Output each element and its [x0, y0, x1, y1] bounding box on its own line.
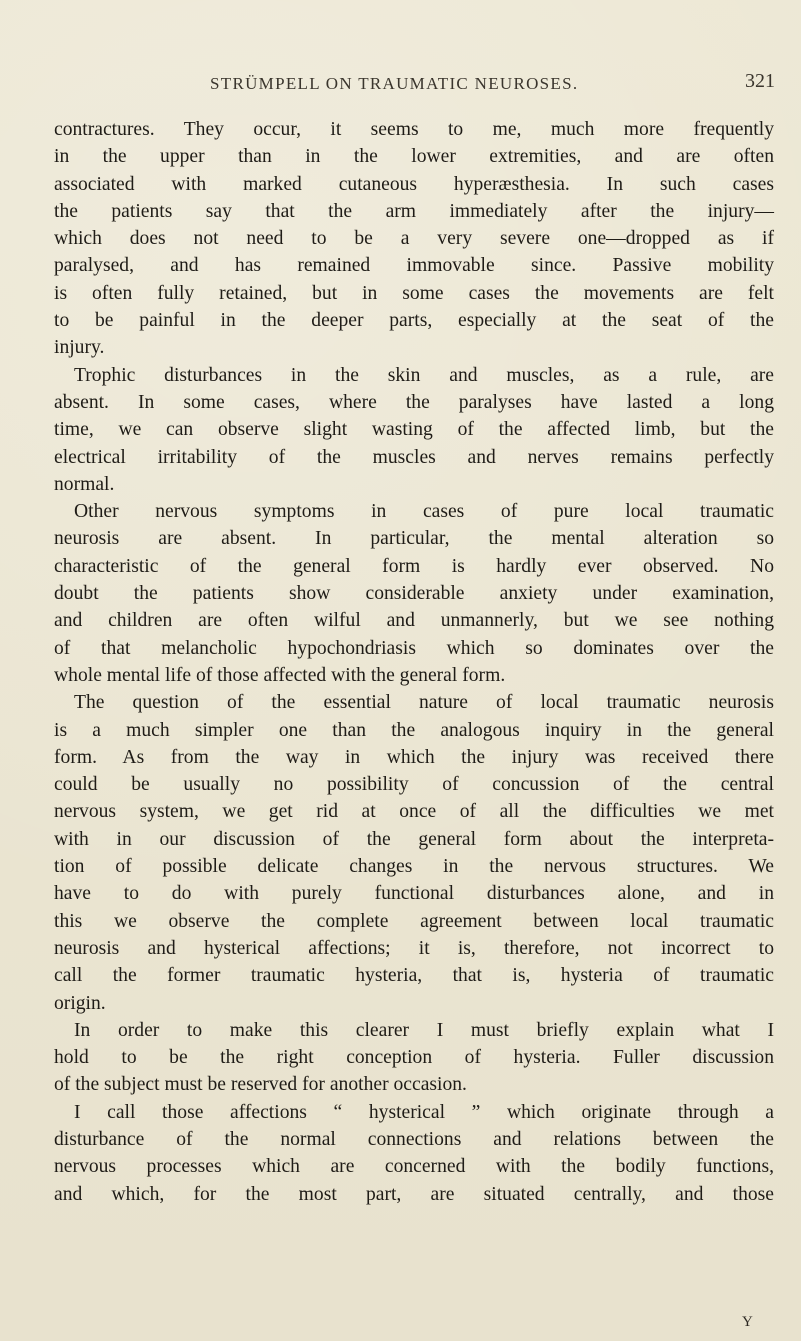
- paragraph-start-line: I call those affections “ hysterical ” which originate through a: [74, 1101, 774, 1123]
- text-line: which does not need to be a very severe one—dropped as if: [54, 228, 774, 250]
- text-line: call the former traumatic hysteria, that is, hysteria of traumatic: [54, 965, 774, 987]
- text-line: whole mental life of those affected with the general form.: [54, 664, 506, 686]
- text-line: characteristic of the general form is hardly ever observed. No: [54, 555, 774, 577]
- body-text: [54, 116, 774, 1208]
- paragraph-start-line: Other nervous symptoms in cases of pure local traumatic: [74, 501, 774, 523]
- text-line: is a much simpler one than the analogous inquiry in the general: [54, 719, 774, 741]
- running-head: [0, 70, 801, 100]
- text-line: tion of possible delicate changes in the nervous structures. We: [54, 856, 774, 878]
- text-line: of that melancholic hypochondriasis which so dominates over the: [54, 637, 774, 659]
- text-line: disturbance of the normal connections and relations between the: [54, 1128, 774, 1150]
- text-line: this we observe the complete agreement between local traumatic: [54, 910, 774, 932]
- signature-mark: Y: [742, 1314, 753, 1330]
- text-line: and which, for the most part, are situated centrally, and those: [54, 1183, 774, 1205]
- text-line: in the upper than in the lower extremities, and are often: [54, 146, 774, 168]
- text-line: and children are often wilful and unmannerly, but we see nothing: [54, 610, 774, 632]
- paragraph-start-line: Trophic disturbances in the skin and muscles, as a rule, are: [74, 364, 774, 386]
- text-line: neurosis are absent. In particular, the mental alteration so: [54, 528, 774, 550]
- text-line: origin.: [54, 992, 106, 1014]
- text-line: neurosis and hysterical affections; it is, therefore, not incorrect to: [54, 937, 774, 959]
- text-line: with in our discussion of the general form about the interpreta-: [54, 828, 774, 850]
- text-line: of the subject must be reserved for another occasion.: [54, 1074, 467, 1096]
- paragraph-start-line: The question of the essential nature of local traumatic neurosis: [74, 692, 774, 714]
- text-line: nervous processes which are concerned with the bodily functions,: [54, 1156, 774, 1178]
- text-line: hold to be the right conception of hysteria. Fuller discussion: [54, 1047, 774, 1069]
- text-line: injury.: [54, 337, 105, 359]
- text-line: absent. In some cases, where the paralyses have lasted a long: [54, 391, 774, 413]
- text-line: could be usually no possibility of concussion of the central: [54, 774, 774, 796]
- text-line: form. As from the way in which the injury was received there: [54, 746, 774, 768]
- text-line: is often fully retained, but in some cases the movements are felt: [54, 282, 774, 304]
- text-line: nervous system, we get rid at once of all the difficulties we met: [54, 801, 774, 823]
- page-number: 321: [745, 70, 775, 92]
- text-line: have to do with purely functional disturbances alone, and in: [54, 883, 774, 905]
- text-line: time, we can observe slight wasting of the affected limb, but the: [54, 419, 774, 441]
- text-line: doubt the patients show considerable anxiety under examination,: [54, 583, 774, 605]
- text-line: electrical irritability of the muscles and nerves remains perfectly: [54, 446, 774, 468]
- running-title: STRÜMPELL ON TRAUMATIC NEUROSES.: [210, 74, 579, 93]
- text-line: contractures. They occur, it seems to me, much more frequently: [54, 119, 774, 140]
- text-line: paralysed, and has remained immovable since. Passive mobility: [54, 255, 774, 277]
- paragraph-start-line: In order to make this clearer I must briefly explain what I: [74, 1019, 774, 1041]
- text-line: the patients say that the arm immediately after the injury—: [54, 200, 774, 222]
- text-line: normal.: [54, 473, 115, 495]
- text-line: associated with marked cutaneous hyperæsthesia. In such cases: [54, 173, 774, 195]
- text-line: to be painful in the deeper parts, especially at the seat of the: [54, 310, 774, 332]
